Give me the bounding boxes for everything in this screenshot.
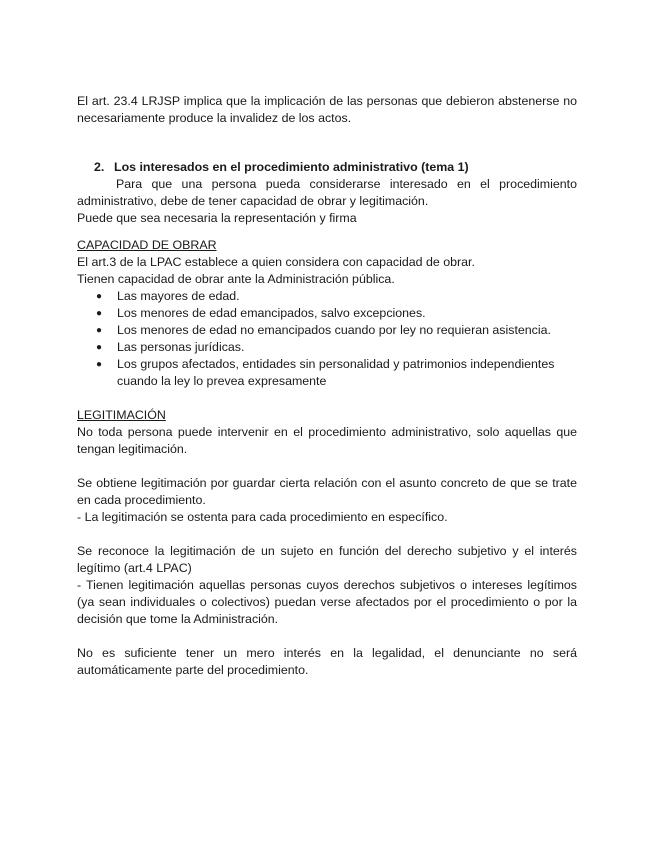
section-number: 2. <box>94 160 105 174</box>
capacidad-line-1: El art.3 de la LPAC establece a quien considera con capacidad de obrar. <box>77 255 475 269</box>
bullet-icon: ● <box>96 308 103 319</box>
capacidad-line-2: Tienen capacidad de obrar ante la Administración pública. <box>77 272 395 286</box>
legitimacion-paragraph-5: - Tienen legitimación aquellas personas cuyos derechos subjetivos o intereses legítimos (ya sean individuales o colectivos) puedan verse afectados por el procedimiento o por la decisión que tome la Administración. <box>77 578 577 626</box>
bullet-icon: ● <box>96 342 103 353</box>
legitimacion-paragraph-1: No toda persona puede intervenir en el procedimiento administrativo, solo aquellas que tengan legitimación. <box>77 425 577 456</box>
section-paragraph: Para que una persona pueda considerarse interesado en el procedimiento administrativo, debe de tener capacidad de obrar y legitimación. <box>77 177 577 208</box>
spacer <box>77 458 577 475</box>
bullet-icon: ● <box>96 325 103 336</box>
spacer <box>77 526 577 543</box>
section-paragraph-2: Puede que sea necesaria la representación y firma <box>77 211 357 225</box>
list-item <box>77 356 577 390</box>
capacidad-heading: CAPACIDAD DE OBRAR <box>77 238 217 252</box>
list-item <box>77 305 577 322</box>
document-page <box>77 93 577 679</box>
intro-paragraph: El art. 23.4 LRJSP implica que la implicación de las personas que debieron abstenerse no necesariamente produce la invalidez de los actos. <box>77 94 577 125</box>
list-item-text: Los grupos afectados, entidades sin personalidad y patrimonios independientes cuando la ley lo prevea expresamente <box>117 357 555 388</box>
legitimacion-paragraph-4: Se reconoce la legitimación de un sujeto en función del derecho subjetivo y el interés legítimo (art.4 LPAC) <box>77 544 577 575</box>
list-item-text: Las personas jurídicas. <box>117 340 245 354</box>
bullet-icon: ● <box>96 291 103 302</box>
section-title: Los interesados en el procedimiento administrativo (tema 1) <box>114 160 469 174</box>
list-item <box>77 322 577 339</box>
capacidad-list <box>77 288 577 390</box>
section-heading <box>77 159 577 176</box>
spacer <box>77 628 577 645</box>
bullet-icon: ● <box>96 359 103 370</box>
list-item-text: Los menores de edad emancipados, salvo excepciones. <box>117 306 426 320</box>
spacer <box>77 127 577 159</box>
list-item-text: Las mayores de edad. <box>117 289 240 303</box>
legitimacion-paragraph-2: Se obtiene legitimación por guardar cierta relación con el asunto concreto de que se trate en cada procedimiento. <box>77 476 577 507</box>
legitimacion-paragraph-3: - La legitimación se ostenta para cada procedimiento en específico. <box>77 510 448 524</box>
list-item-text: Los menores de edad no emancipados cuando por ley no requieran asistencia. <box>117 323 551 337</box>
legitimacion-paragraph-6: No es suficiente tener un mero interés en la legalidad, el denunciante no será automáticamente parte del procedimiento. <box>77 646 577 677</box>
spacer <box>77 390 577 407</box>
list-item <box>77 339 577 356</box>
legitimacion-heading: LEGITIMACIÓN <box>77 408 166 422</box>
list-item <box>77 288 577 305</box>
